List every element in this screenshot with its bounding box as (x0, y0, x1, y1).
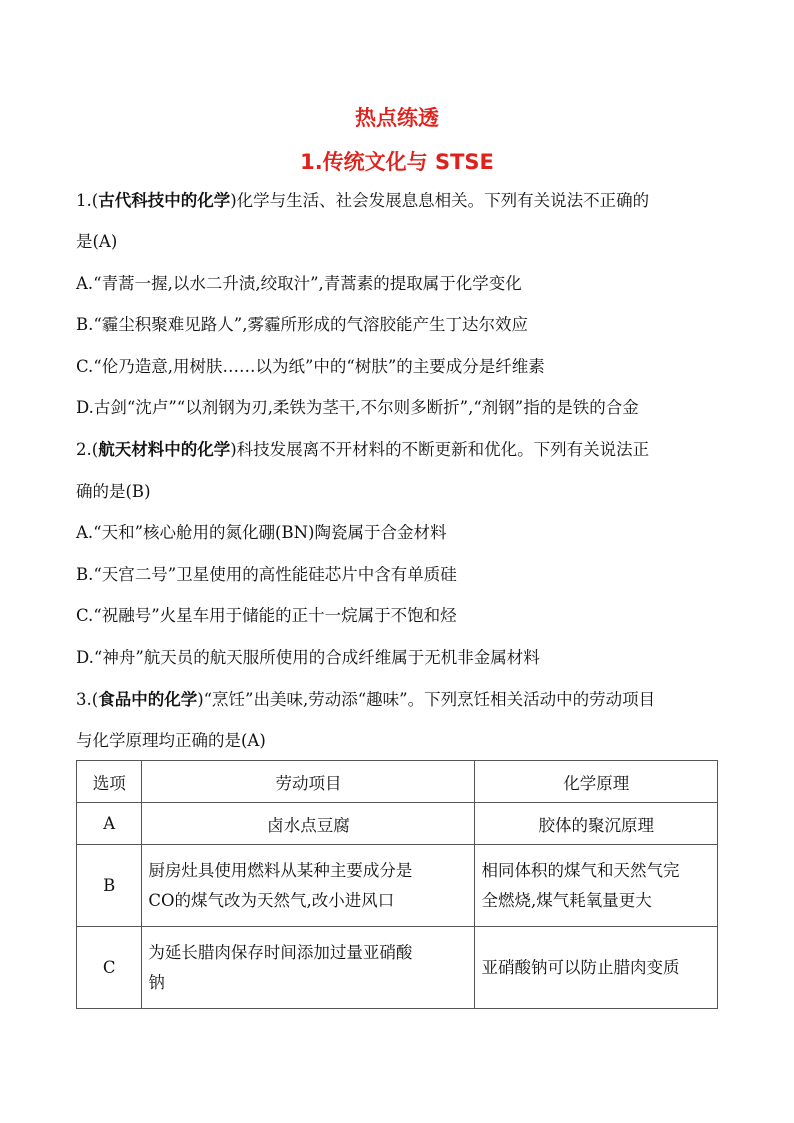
row-activity-line: CO的煤气改为天然气,改小进风口 (148, 890, 395, 910)
question-3-stem-cont: 与化学原理均正确的是(A) (76, 731, 266, 750)
question-2-number: 2.( (76, 440, 99, 459)
row-principle: 胶体的聚沉原理 (475, 803, 718, 845)
question-1-option-c: C.“伦乃造意,用树肤……以为纸”中的“树肤”的主要成分是纤维素 (76, 357, 545, 376)
row-activity (142, 927, 475, 1009)
question-2-text: )科技发展离不开材料的不断更新和优化。下列有关说法正 (230, 440, 650, 459)
row-activity: 卤水点豆腐 (142, 803, 475, 845)
question-1-option-a: A.“青蒿一握,以水二升渍,绞取汁”,青蒿素的提取属于化学变化 (76, 274, 522, 293)
question-3-stem (76, 689, 655, 711)
table-header-row (77, 761, 718, 803)
row-activity-line: 厨房灶具使用燃料从某种主要成分是 (148, 860, 413, 880)
question-2-stem (76, 439, 649, 461)
row-principle (475, 845, 718, 927)
question-2-tag: 航天材料中的化学 (98, 440, 231, 459)
question-1-number: 1.( (76, 191, 99, 210)
row-activity-line: 为延长腊肉保存时间添加过量亚硝酸 (148, 942, 413, 962)
header-activity: 劳动项目 (142, 761, 475, 803)
question-3-tag: 食品中的化学 (98, 690, 198, 709)
question-1-option-d: D.古剑“沈卢”“以剂钢为刃,柔铁为茎干,不尔则多断折”,“剂钢”指的是铁的合金 (76, 398, 639, 417)
section-subtitle: 1.传统文化与 STSE (300, 150, 494, 174)
question-1-stem (76, 190, 649, 212)
question-3-text: )“烹饪”出美味,劳动添“趣味”。下列烹饪相关活动中的劳动项目 (197, 690, 656, 709)
question-2-stem-cont: 确的是(B) (76, 482, 151, 501)
question-3-number: 3.( (76, 690, 99, 709)
question-2-option-b: B.“天宫二号”卫星使用的高性能硅芯片中含有单质硅 (76, 565, 457, 584)
question-1-tag: 古代科技中的化学 (98, 191, 231, 210)
table-row (77, 803, 718, 845)
row-activity (142, 845, 475, 927)
question-2-option-d: D.“神舟”航天员的航天服所使用的合成纤维属于无机非金属材料 (76, 648, 540, 667)
options-table (76, 760, 718, 1009)
header-principle: 化学原理 (475, 761, 718, 803)
row-activity-line: 钠 (148, 972, 165, 992)
table-row (77, 927, 718, 1009)
row-principle: 亚硝酸钠可以防止腊肉变质 (475, 927, 718, 1009)
header-option: 选项 (77, 761, 142, 803)
row-principle-line: 全燃烧,煤气耗氧量更大 (481, 890, 652, 910)
question-2-option-c: C.“祝融号”火星车用于储能的正十一烷属于不饱和烃 (76, 606, 457, 625)
question-2-option-a: A.“天和”核心舱用的氮化硼(BN)陶瓷属于合金材料 (76, 523, 447, 542)
section-title: 热点练透 (355, 106, 439, 130)
question-1-stem-cont: 是(A) (76, 232, 118, 251)
row-option: A (77, 803, 142, 845)
row-principle-line: 相同体积的煤气和天然气完 (481, 860, 680, 880)
row-option: B (77, 845, 142, 927)
question-1-option-b: B.“霾尘积聚难见路人”,雾霾所形成的气溶胶能产生丁达尔效应 (76, 315, 528, 334)
question-1-text: )化学与生活、社会发展息息相关。下列有关说法不正确的 (230, 191, 650, 210)
row-option: C (77, 927, 142, 1009)
table-row (77, 845, 718, 927)
